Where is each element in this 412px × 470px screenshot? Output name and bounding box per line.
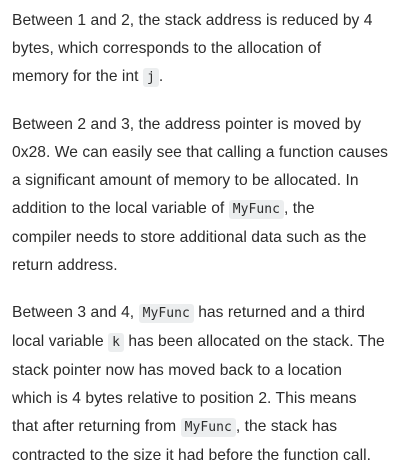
text-line xyxy=(12,442,404,470)
text-segment: which is 4 bytes relative to position 2. This means xyxy=(12,390,357,407)
text-line xyxy=(12,385,404,413)
text-segment: stack pointer now has moved back to a location xyxy=(12,362,342,379)
inline-code-myfunc: MyFunc xyxy=(139,304,194,323)
text-line xyxy=(12,357,404,385)
paragraph-stack-reduced xyxy=(12,7,404,92)
text-line xyxy=(12,111,404,139)
text-segment: memory for the int xyxy=(12,68,143,85)
text-segment: . xyxy=(158,68,164,85)
inline-code-myfunc: MyFunc xyxy=(181,418,236,437)
paragraph-function-returned xyxy=(12,299,404,470)
text-segment: that after returning from xyxy=(12,418,181,435)
text-segment: Between 2 and 3, the address pointer is moved by xyxy=(12,116,362,133)
paragraph-pointer-moved xyxy=(12,111,404,280)
text-segment: return address. xyxy=(12,257,118,274)
text-line xyxy=(12,7,404,35)
text-segment: contracted to the size it had before the function call. xyxy=(12,447,372,464)
text-line xyxy=(12,413,404,442)
text-line xyxy=(12,252,404,280)
text-line xyxy=(12,328,404,357)
text-segment: compiler needs to store additional data such as the xyxy=(12,229,367,246)
text-line xyxy=(12,195,404,224)
text-segment: local variable xyxy=(12,333,109,350)
text-segment: 0x28. We can easily see that calling a function causes xyxy=(12,144,389,161)
text-segment: has been allocated on the stack. The xyxy=(124,333,385,350)
text-segment: has returned and a third xyxy=(193,304,365,321)
text-segment: , the stack has xyxy=(235,418,338,435)
text-line xyxy=(12,139,404,167)
text-segment: Between 1 and 2, the stack address is reduced by 4 xyxy=(12,12,373,29)
text-segment: , the xyxy=(283,200,315,217)
inline-code-k: k xyxy=(108,333,124,352)
text-line xyxy=(12,167,404,195)
text-segment: bytes, which corresponds to the allocation of xyxy=(12,40,322,57)
inline-code-j: j xyxy=(143,68,159,87)
text-line xyxy=(12,35,404,63)
text-line xyxy=(12,63,404,92)
text-segment: a significant amount of memory to be allocated. In xyxy=(12,172,359,189)
text-segment: addition to the local variable of xyxy=(12,200,229,217)
inline-code-myfunc: MyFunc xyxy=(229,200,284,219)
text-line xyxy=(12,224,404,252)
text-segment: Between 3 and 4, xyxy=(12,304,139,321)
text-line xyxy=(12,299,404,328)
